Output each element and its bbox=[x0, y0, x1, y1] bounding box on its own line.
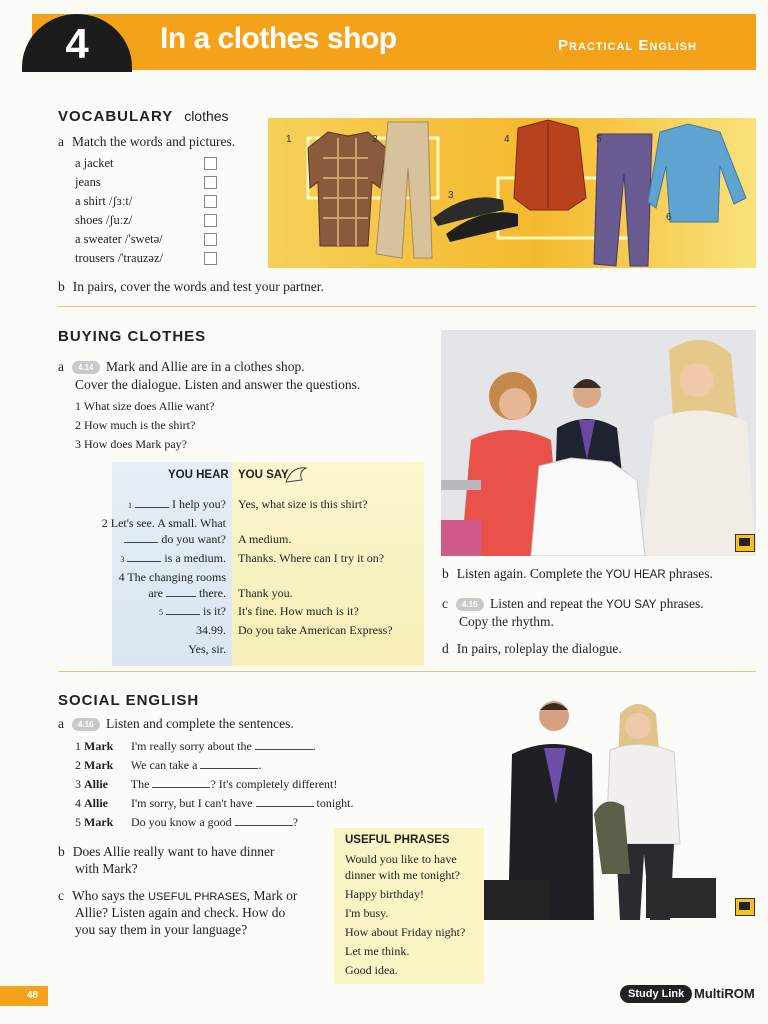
couple-photo bbox=[484, 694, 756, 920]
vocab-b-instruction: b In pairs, cover the words and test your partner. bbox=[58, 279, 324, 294]
picture-number-4: 4 bbox=[504, 134, 510, 145]
clothes-pictures bbox=[268, 118, 756, 268]
social-c-line1: c Who says the USEFUL PHRASES, Mark or bbox=[58, 888, 298, 903]
you-say-label: YOU SAY bbox=[238, 469, 289, 481]
question-3: 3 How does Mark pay? bbox=[75, 437, 187, 451]
vocab-word-shirt: a shirt /ʃɜːt/ bbox=[75, 194, 133, 208]
vocabulary-topic: clothes bbox=[184, 108, 229, 124]
vocab-a-instruction: a Match the words and pictures. bbox=[58, 134, 236, 149]
page-number: 48 bbox=[0, 986, 48, 1006]
audio-track-badge[interactable]: 4.16 bbox=[72, 718, 100, 731]
useful-phrase: Good idea. bbox=[345, 963, 398, 977]
vocabulary-heading: VOCABULARY clothes bbox=[58, 108, 229, 125]
picture-number-2: 2 bbox=[372, 134, 378, 145]
picture-number-3: 3 bbox=[448, 190, 454, 201]
answer-box[interactable] bbox=[204, 214, 217, 227]
hear-line-3: 3 is a medium. bbox=[120, 551, 226, 565]
you-hear-label: YOU HEAR bbox=[168, 469, 229, 481]
multirom-label: MultiROM bbox=[694, 986, 755, 1001]
vocab-word-sweater: a sweater /'swetə/ bbox=[75, 232, 163, 246]
buying-b-instruction: b Listen again. Complete the YOU HEAR phrases. bbox=[442, 566, 713, 581]
question-1: 1 What size does Allie want? bbox=[75, 399, 215, 413]
say-line-5: It's fine. How much is it? bbox=[238, 604, 359, 618]
audio-track-badge[interactable]: 4.14 bbox=[72, 361, 100, 374]
unit-title: In a clothes shop bbox=[160, 22, 397, 55]
study-link-badge: Study Link bbox=[620, 985, 692, 1003]
hear-line-4a: 4 The changing rooms bbox=[118, 570, 226, 584]
multirom-monitor-icon[interactable] bbox=[735, 898, 755, 916]
buying-a-line2: Cover the dialogue. Listen and answer the questions. bbox=[75, 377, 361, 392]
hear-line-1: 1 I help you? bbox=[128, 497, 226, 511]
buying-c-line2: Copy the rhythm. bbox=[459, 614, 554, 629]
unit-number: 4 bbox=[22, 14, 132, 72]
useful-phrase: dinner with me tonight? bbox=[345, 868, 460, 882]
answer-box[interactable] bbox=[204, 195, 217, 208]
useful-phrase: Would you like to have bbox=[345, 852, 457, 866]
social-b-line2: with Mark? bbox=[75, 861, 138, 876]
vocab-word-shoes: shoes /ʃuːz/ bbox=[75, 213, 133, 227]
picture-number-1: 1 bbox=[286, 134, 292, 145]
vocab-word-jacket: a jacket bbox=[75, 156, 114, 170]
useful-phrases-heading: USEFUL PHRASES bbox=[345, 834, 450, 846]
buying-d-instruction: d In pairs, roleplay the dialogue. bbox=[442, 641, 622, 656]
social-b-line1: b Does Allie really want to have dinner bbox=[58, 844, 275, 859]
hear-line-4b: are there. bbox=[148, 586, 226, 600]
buying-c-instruction: c 4.15 Listen and repeat the YOU SAY phrases. bbox=[442, 596, 704, 611]
shop-photo bbox=[441, 330, 756, 556]
social-a-instruction: a 4.16 Listen and complete the sentences. bbox=[58, 716, 294, 731]
hear-line-7: Yes, sir. bbox=[188, 642, 226, 656]
buying-heading: BUYING CLOTHES bbox=[58, 328, 207, 345]
useful-phrase: How about Friday night? bbox=[345, 925, 466, 939]
sentence-4: 4 Allie I'm sorry, but I can't have tonight. bbox=[75, 796, 354, 810]
vocab-word-trousers: trousers /'trauzəz/ bbox=[75, 251, 163, 265]
useful-phrase: Happy birthday! bbox=[345, 887, 424, 901]
social-c-line2: Allie? Listen again and check. How do bbox=[75, 905, 286, 920]
picture-number-6: 6 bbox=[666, 212, 672, 223]
answer-box[interactable] bbox=[204, 252, 217, 265]
hear-line-5: 5 is it? bbox=[159, 604, 226, 618]
divider bbox=[58, 306, 756, 307]
say-line-2: A medium. bbox=[238, 532, 292, 546]
shop-scene-illustration bbox=[441, 330, 756, 556]
section-label: Practical English bbox=[558, 37, 697, 54]
divider bbox=[58, 671, 756, 672]
useful-phrase: I'm busy. bbox=[345, 906, 389, 920]
answer-box[interactable] bbox=[204, 157, 217, 170]
social-c-line3: you say them in your language? bbox=[75, 922, 248, 937]
question-2: 2 How much is the shirt? bbox=[75, 418, 196, 432]
say-line-6: Do you take American Express? bbox=[238, 623, 393, 637]
clothes-illustration bbox=[268, 118, 756, 268]
say-line-1: Yes, what size is this shirt? bbox=[238, 497, 368, 511]
hear-line-2b: do you want? bbox=[116, 532, 226, 547]
social-heading: SOCIAL ENGLISH bbox=[58, 692, 200, 709]
hear-line-2a: 2 Let's see. A small. What bbox=[101, 516, 226, 530]
speech-bubble-icon bbox=[284, 462, 310, 486]
sentence-1: 1 Mark I'm really sorry about the . bbox=[75, 739, 316, 753]
vocab-word-jeans: jeans bbox=[75, 175, 101, 189]
audio-track-badge[interactable]: 4.15 bbox=[456, 598, 484, 611]
useful-phrase: Let me think. bbox=[345, 944, 410, 958]
sentence-3: 3 Allie The ? It's completely different! bbox=[75, 777, 338, 791]
sentence-5: 5 Mark Do you know a good ? bbox=[75, 815, 298, 829]
multirom-monitor-icon[interactable] bbox=[735, 534, 755, 552]
picture-number-5: 5 bbox=[596, 134, 602, 145]
buying-a-line1: a 4.14 Mark and Allie are in a clothes shop. bbox=[58, 359, 305, 374]
sentence-2: 2 Mark We can take a . bbox=[75, 758, 262, 772]
answer-box[interactable] bbox=[204, 233, 217, 246]
hear-line-6: 34.99. bbox=[196, 623, 226, 637]
couple-illustration bbox=[484, 694, 756, 920]
say-line-4: Thank you. bbox=[238, 586, 293, 600]
answer-box[interactable] bbox=[204, 176, 217, 189]
say-line-3: Thanks. Where can I try it on? bbox=[238, 551, 385, 565]
